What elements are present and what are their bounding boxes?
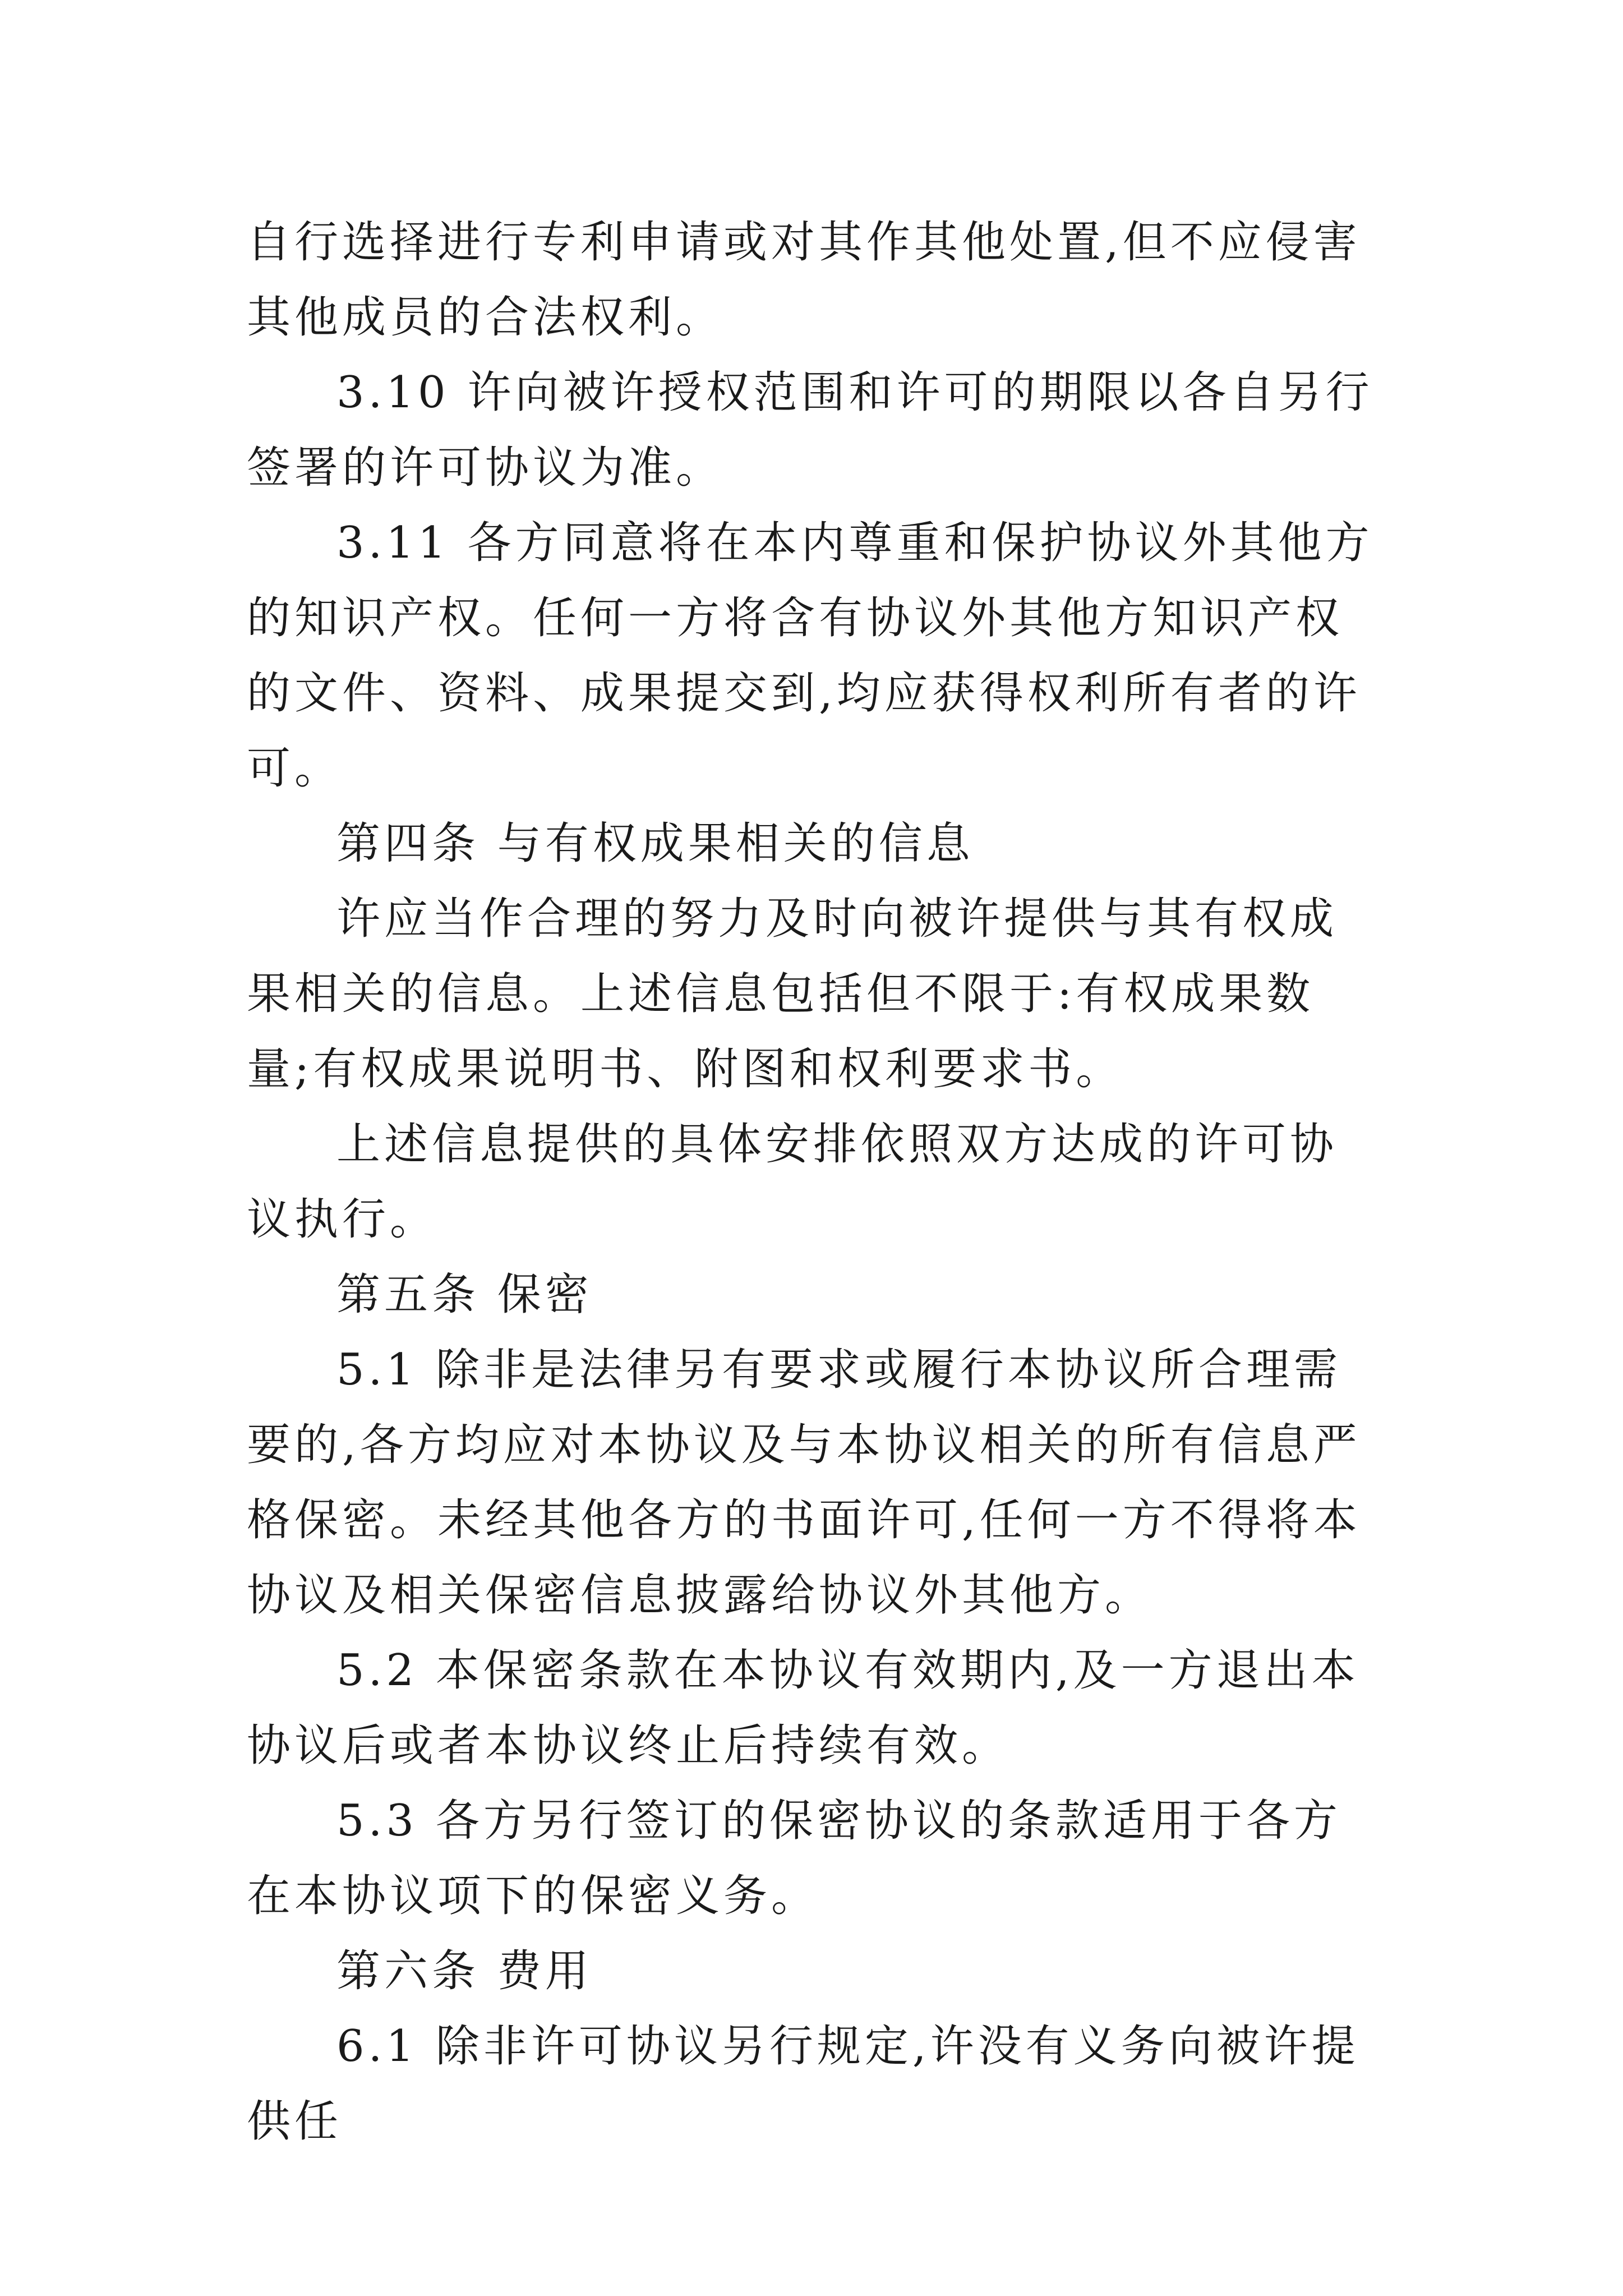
paragraph-5-2: 5.2 本保密条款在本协议有效期内,及一方退出本协议后或者本协议终止后持续有效。 bbox=[247, 1645, 1359, 1771]
paragraph-3-9-continued: 自行选择进行专利申请或对其作其他处置,但不应侵害其他成员的合法权利。 bbox=[247, 217, 1361, 343]
article-6-heading: 第六条 费用 bbox=[336, 1946, 593, 1996]
article-4-heading: 第四条 与有权成果相关的信息 bbox=[336, 818, 974, 869]
document-body bbox=[247, 205, 1375, 2159]
paragraph-5-3: 5.3 各方另行签订的保密协议的条款适用于各方在本协议项下的保密义务。 bbox=[247, 1796, 1341, 1921]
paragraph-4-arrangement: 上述信息提供的具体安排依照双方达成的许可协议执行。 bbox=[247, 1119, 1338, 1245]
paragraph-4-info: 许应当作合理的努力及时向被许提供与其有权成果相关的信息。上述信息包括但不限于:有权成果数量;有权成果说明书、附图和权利要求书。 bbox=[247, 894, 1338, 1094]
paragraph-3-10: 3.10 许向被许授权范围和许可的期限以各自另行签署的许可协议为准。 bbox=[247, 367, 1373, 493]
paragraph-3-11: 3.11 各方同意将在本内尊重和保护协议外其他方的知识产权。任何一方将含有协议外其他方知识产权的文件、资料、成果提交到,均应获得权利所有者的许可。 bbox=[247, 518, 1373, 794]
article-5-heading: 第五条 保密 bbox=[336, 1269, 593, 1320]
paragraph-6-1: 6.1 除非许可协议另行规定,许没有义务向被许提供任 bbox=[247, 2021, 1359, 2147]
paragraph-5-1: 5.1 除非是法律另有要求或履行本协议所合理需要的,各方均应对本协议及与本协议相关的所有信息严格保密。未经其他各方的书面许可,任何一方不得将本协议及相关保密信息披露给协议外其他方。 bbox=[247, 1345, 1361, 1621]
